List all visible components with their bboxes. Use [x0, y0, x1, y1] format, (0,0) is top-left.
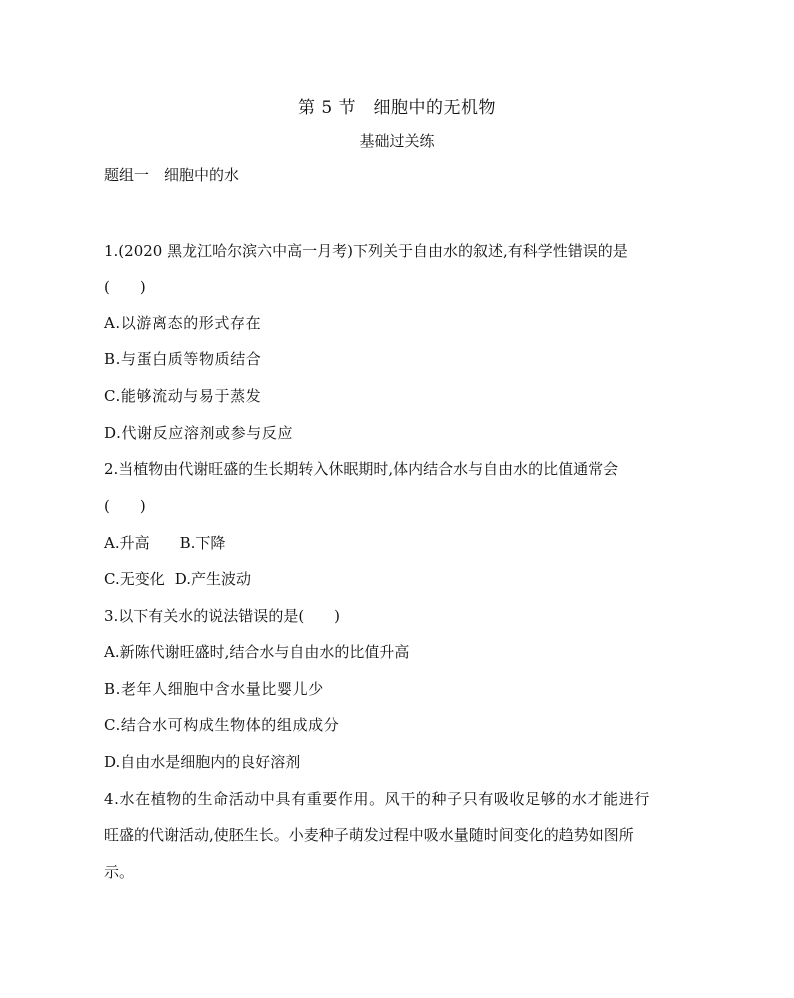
question-1-option-c: C.能够流动与易于蒸发 — [104, 387, 262, 405]
question-2-option-a: A.升高 — [104, 534, 150, 552]
question-4-line-2: 旺盛的代谢活动,使胚生长。小麦种子萌发过程中吸水量随时间变化的趋势如图所 — [104, 826, 634, 844]
question-3-option-b: B.老年人细胞中含水量比婴儿少 — [104, 680, 324, 698]
question-2-option-c: C.无变化 — [104, 570, 165, 588]
question-3-option-c: C.结合水可构成生物体的组成成分 — [104, 716, 340, 734]
question-1-option-a: A.以游离态的形式存在 — [104, 314, 262, 332]
page-subtitle: 基础过关练 — [359, 132, 435, 150]
question-4-line-3: 示。 — [104, 863, 135, 881]
question-1-stem: 1.(2020 黑龙江哈尔滨六中高一月考)下列关于自由水的叙述,有科学性错误的是 — [104, 242, 628, 260]
page-title: 第 5 节 细胞中的无机物 — [297, 98, 497, 118]
question-2-stem: 2.当植物由代谢旺盛的生长期转入休眠期时,体内结合水与自由水的比值通常会 — [104, 460, 619, 478]
question-2-option-d: D.产生波动 — [174, 570, 251, 588]
section-label: 题组一 细胞中的水 — [104, 166, 240, 184]
question-2-answer-paren: ( ) — [104, 497, 146, 515]
question-3-option-d: D.自由水是细胞内的良好溶剂 — [104, 753, 301, 771]
question-2-options-row-2 — [104, 569, 251, 589]
question-1-option-d: D.代谢反应溶剂或参与反应 — [104, 424, 294, 442]
question-4-line-1: 4.水在植物的生命活动中具有重要作用。风干的种子只有吸收足够的水才能进行 — [104, 790, 650, 808]
question-2-option-b: B.下降 — [179, 534, 226, 552]
question-3-stem: 3.以下有关水的说法错误的是( ) — [104, 607, 341, 625]
question-1-answer-paren: ( ) — [104, 278, 146, 296]
question-3-option-a: A.新陈代谢旺盛时,结合水与自由水的比值升高 — [104, 643, 410, 661]
question-1-option-b: B.与蛋白质等物质结合 — [104, 350, 262, 368]
question-2-options-row-1 — [104, 533, 225, 553]
